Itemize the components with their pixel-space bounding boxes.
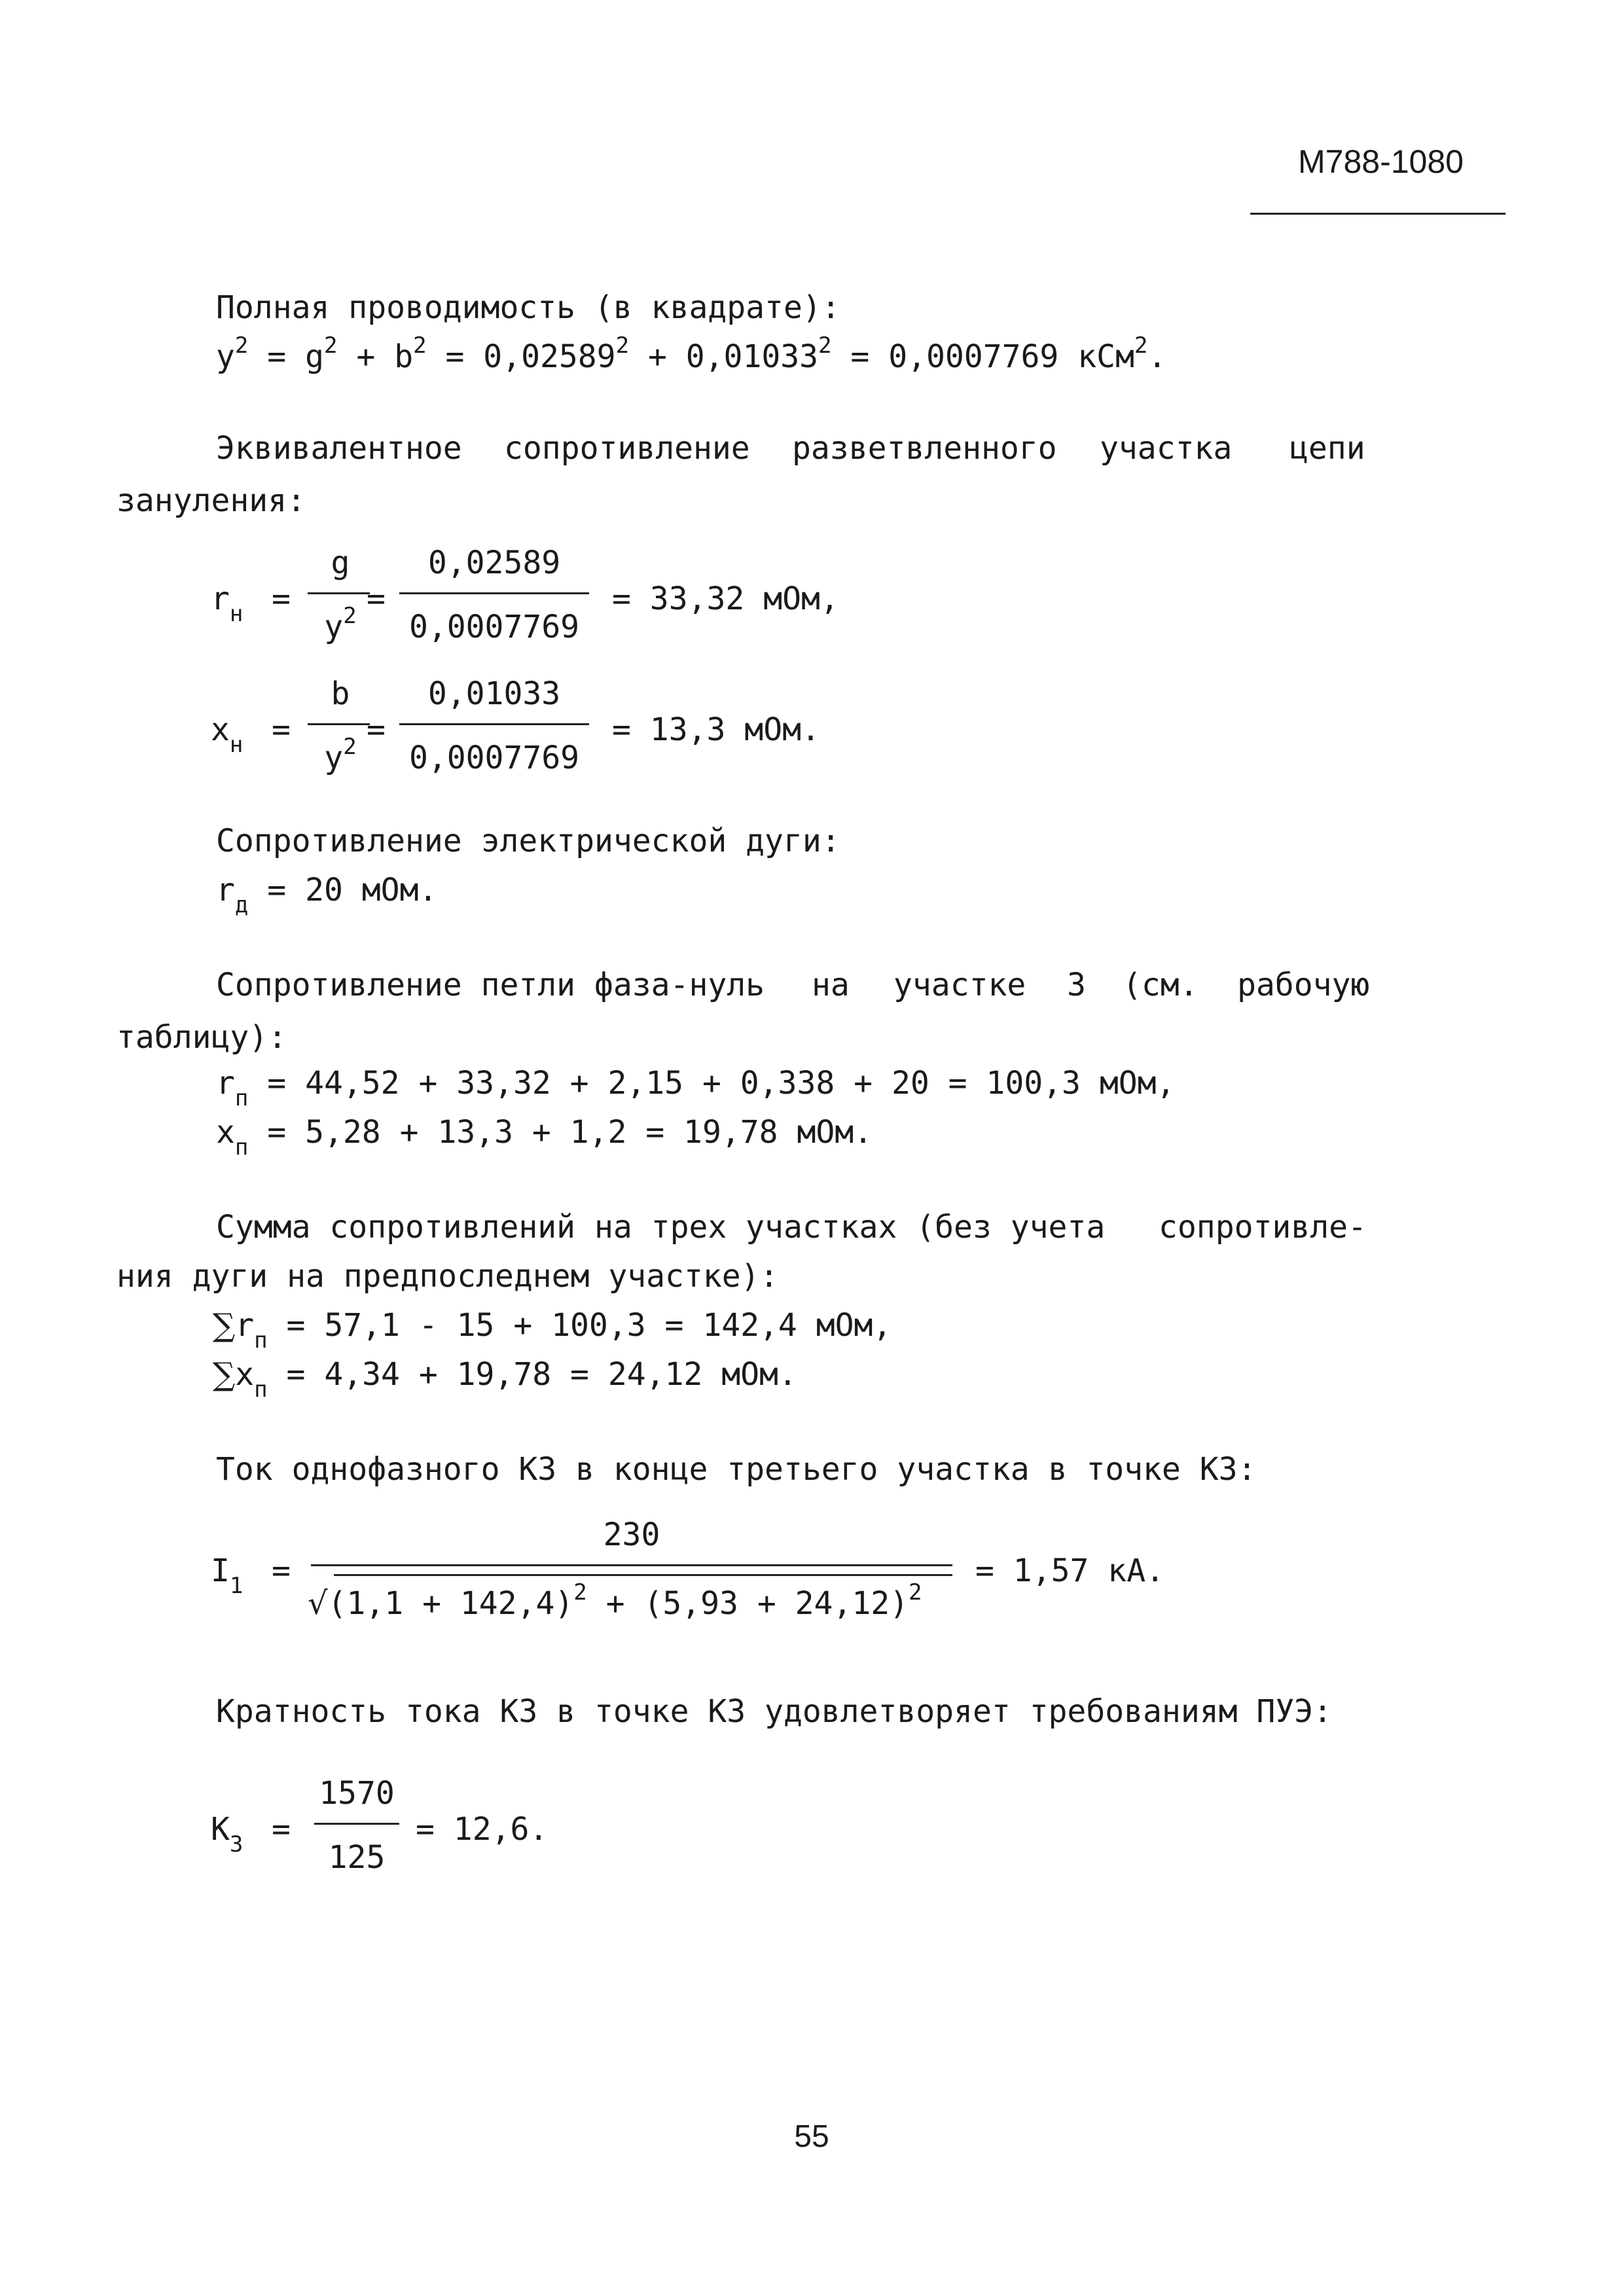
loop-heading-w5: (см. xyxy=(1123,967,1199,1003)
sum-x-formula: $\sum x_п = 4,34 + 19,78 = 24,12$ мОм. xyxy=(213,1356,797,1403)
multiplicity-label: Кратность тока КЗ в точке КЗ удовлетворяет требованиям ПУЭ: xyxy=(216,1693,1333,1730)
loop-heading-w2: на xyxy=(812,967,850,1003)
rn-den-1: $y^2$ xyxy=(324,603,357,645)
multiplicity-fraction xyxy=(304,1774,409,1885)
xn-num-1: b xyxy=(331,675,350,712)
loop-heading-w4: 3 xyxy=(1067,967,1086,1003)
equivalent-heading-w2: сопротивление xyxy=(504,430,750,467)
equivalent-heading-w3: разветвленного xyxy=(792,430,1057,467)
xn-num-2: 0,01033 xyxy=(427,675,561,712)
multiplicity-symbol: $К_З$ xyxy=(211,1811,244,1857)
multiplicity-equals: = xyxy=(272,1811,291,1848)
sum-sign: ∑ xyxy=(213,1307,236,1344)
sqrt-bar xyxy=(334,1574,952,1576)
equivalent-heading-line2: зануления: xyxy=(117,482,306,519)
current-fraction xyxy=(308,1515,956,1633)
xn-result: = 13,3 мОм. xyxy=(612,711,820,748)
current-bar xyxy=(311,1564,952,1566)
sum-r-formula: $\sum r_п = 57,1 - 15 + 100,3 = 142,4$ мОм, xyxy=(213,1307,892,1354)
rn-result: = 33,32 мОм, xyxy=(612,581,839,617)
sum-heading-line2: ния дуги на предпоследнем участке): xyxy=(117,1258,779,1295)
xn-fraction-2 xyxy=(396,674,592,779)
admittance-formula: $y^2 = g^2 + b^2 = 0,02589^2 + 0,01033^2 = 0,0007769$ кСм$^2$. xyxy=(216,332,1167,375)
rn-symbol: $r_н$ xyxy=(211,581,244,627)
xn-symbol: $x_н$ xyxy=(211,711,244,758)
equivalent-heading-w5: цепи xyxy=(1290,430,1365,467)
loop-heading-w3: участке xyxy=(893,967,1026,1003)
arc-label: Сопротивление электрической дуги: xyxy=(216,823,840,859)
admittance-label: Полная проводимость (в квадрате): xyxy=(216,289,840,326)
equivalent-heading-w4: участка xyxy=(1100,430,1233,467)
rn-bar-1 xyxy=(308,592,370,594)
rn-num-1: g xyxy=(331,545,350,581)
header-rule xyxy=(1250,213,1506,215)
current-result: = 1,57 кА. xyxy=(975,1552,1164,1589)
current-label: Ток однофазного КЗ в конце третьего участка в точке КЗ: xyxy=(216,1451,1257,1488)
rn-bar-2 xyxy=(399,592,589,594)
rn-equals: = xyxy=(272,581,291,617)
rn-den-2: 0,0007769 xyxy=(408,609,580,645)
rp-formula: $r_п = 44,52 + 33,32 + 2,15 + 0,338 + 20 = 100,3$ мОм, xyxy=(216,1065,1176,1111)
sum-heading-line1: Сумма сопротивлений на трех участках (без учета xyxy=(216,1209,1106,1246)
current-equals: = xyxy=(272,1552,291,1589)
multiplicity-result: = 12,6. xyxy=(416,1811,549,1848)
sum-sign: ∑ xyxy=(213,1356,236,1393)
current-symbol: $I_1$ xyxy=(211,1552,244,1599)
loop-heading-w6: рабочую xyxy=(1237,967,1370,1003)
xn-den-2: 0,0007769 xyxy=(408,740,580,776)
current-num: 230 xyxy=(603,1516,660,1553)
multiplicity-bar xyxy=(314,1823,399,1825)
loop-heading-line2: таблицу): xyxy=(117,1019,287,1056)
multiplicity-num: 1570 xyxy=(319,1775,395,1812)
current-den: $√(1,1 + 142,4)^2 + (5,93 + 24,12)^2$ xyxy=(308,1579,922,1622)
sum-heading-line1-end: сопротивле- xyxy=(1159,1209,1367,1246)
sqrt-icon: √ xyxy=(308,1585,328,1622)
rn-num-2: 0,02589 xyxy=(427,545,561,581)
rn-fraction-2 xyxy=(396,543,592,648)
xn-bar-1 xyxy=(308,723,370,725)
multiplicity-den: 125 xyxy=(328,1839,386,1876)
equivalent-heading-w1: Эквивалентное xyxy=(216,430,462,467)
xn-equals-2: = xyxy=(367,711,386,748)
xn-equals: = xyxy=(272,711,291,748)
arc-formula: $r_д = 20$ мОм. xyxy=(216,872,438,918)
document-number: М788-1080 xyxy=(1298,143,1464,180)
page-number: 55 xyxy=(794,2119,829,2154)
xn-bar-2 xyxy=(399,723,589,725)
rn-equals-2: = xyxy=(367,581,386,617)
xp-formula: $x_п = 5,28 + 13,3 + 1,2 = 19,78$ мОм. xyxy=(216,1114,873,1160)
loop-heading-w1: Сопротивление петли фаза-нуль xyxy=(216,967,765,1003)
xn-den-1: $y^2$ xyxy=(324,734,357,776)
